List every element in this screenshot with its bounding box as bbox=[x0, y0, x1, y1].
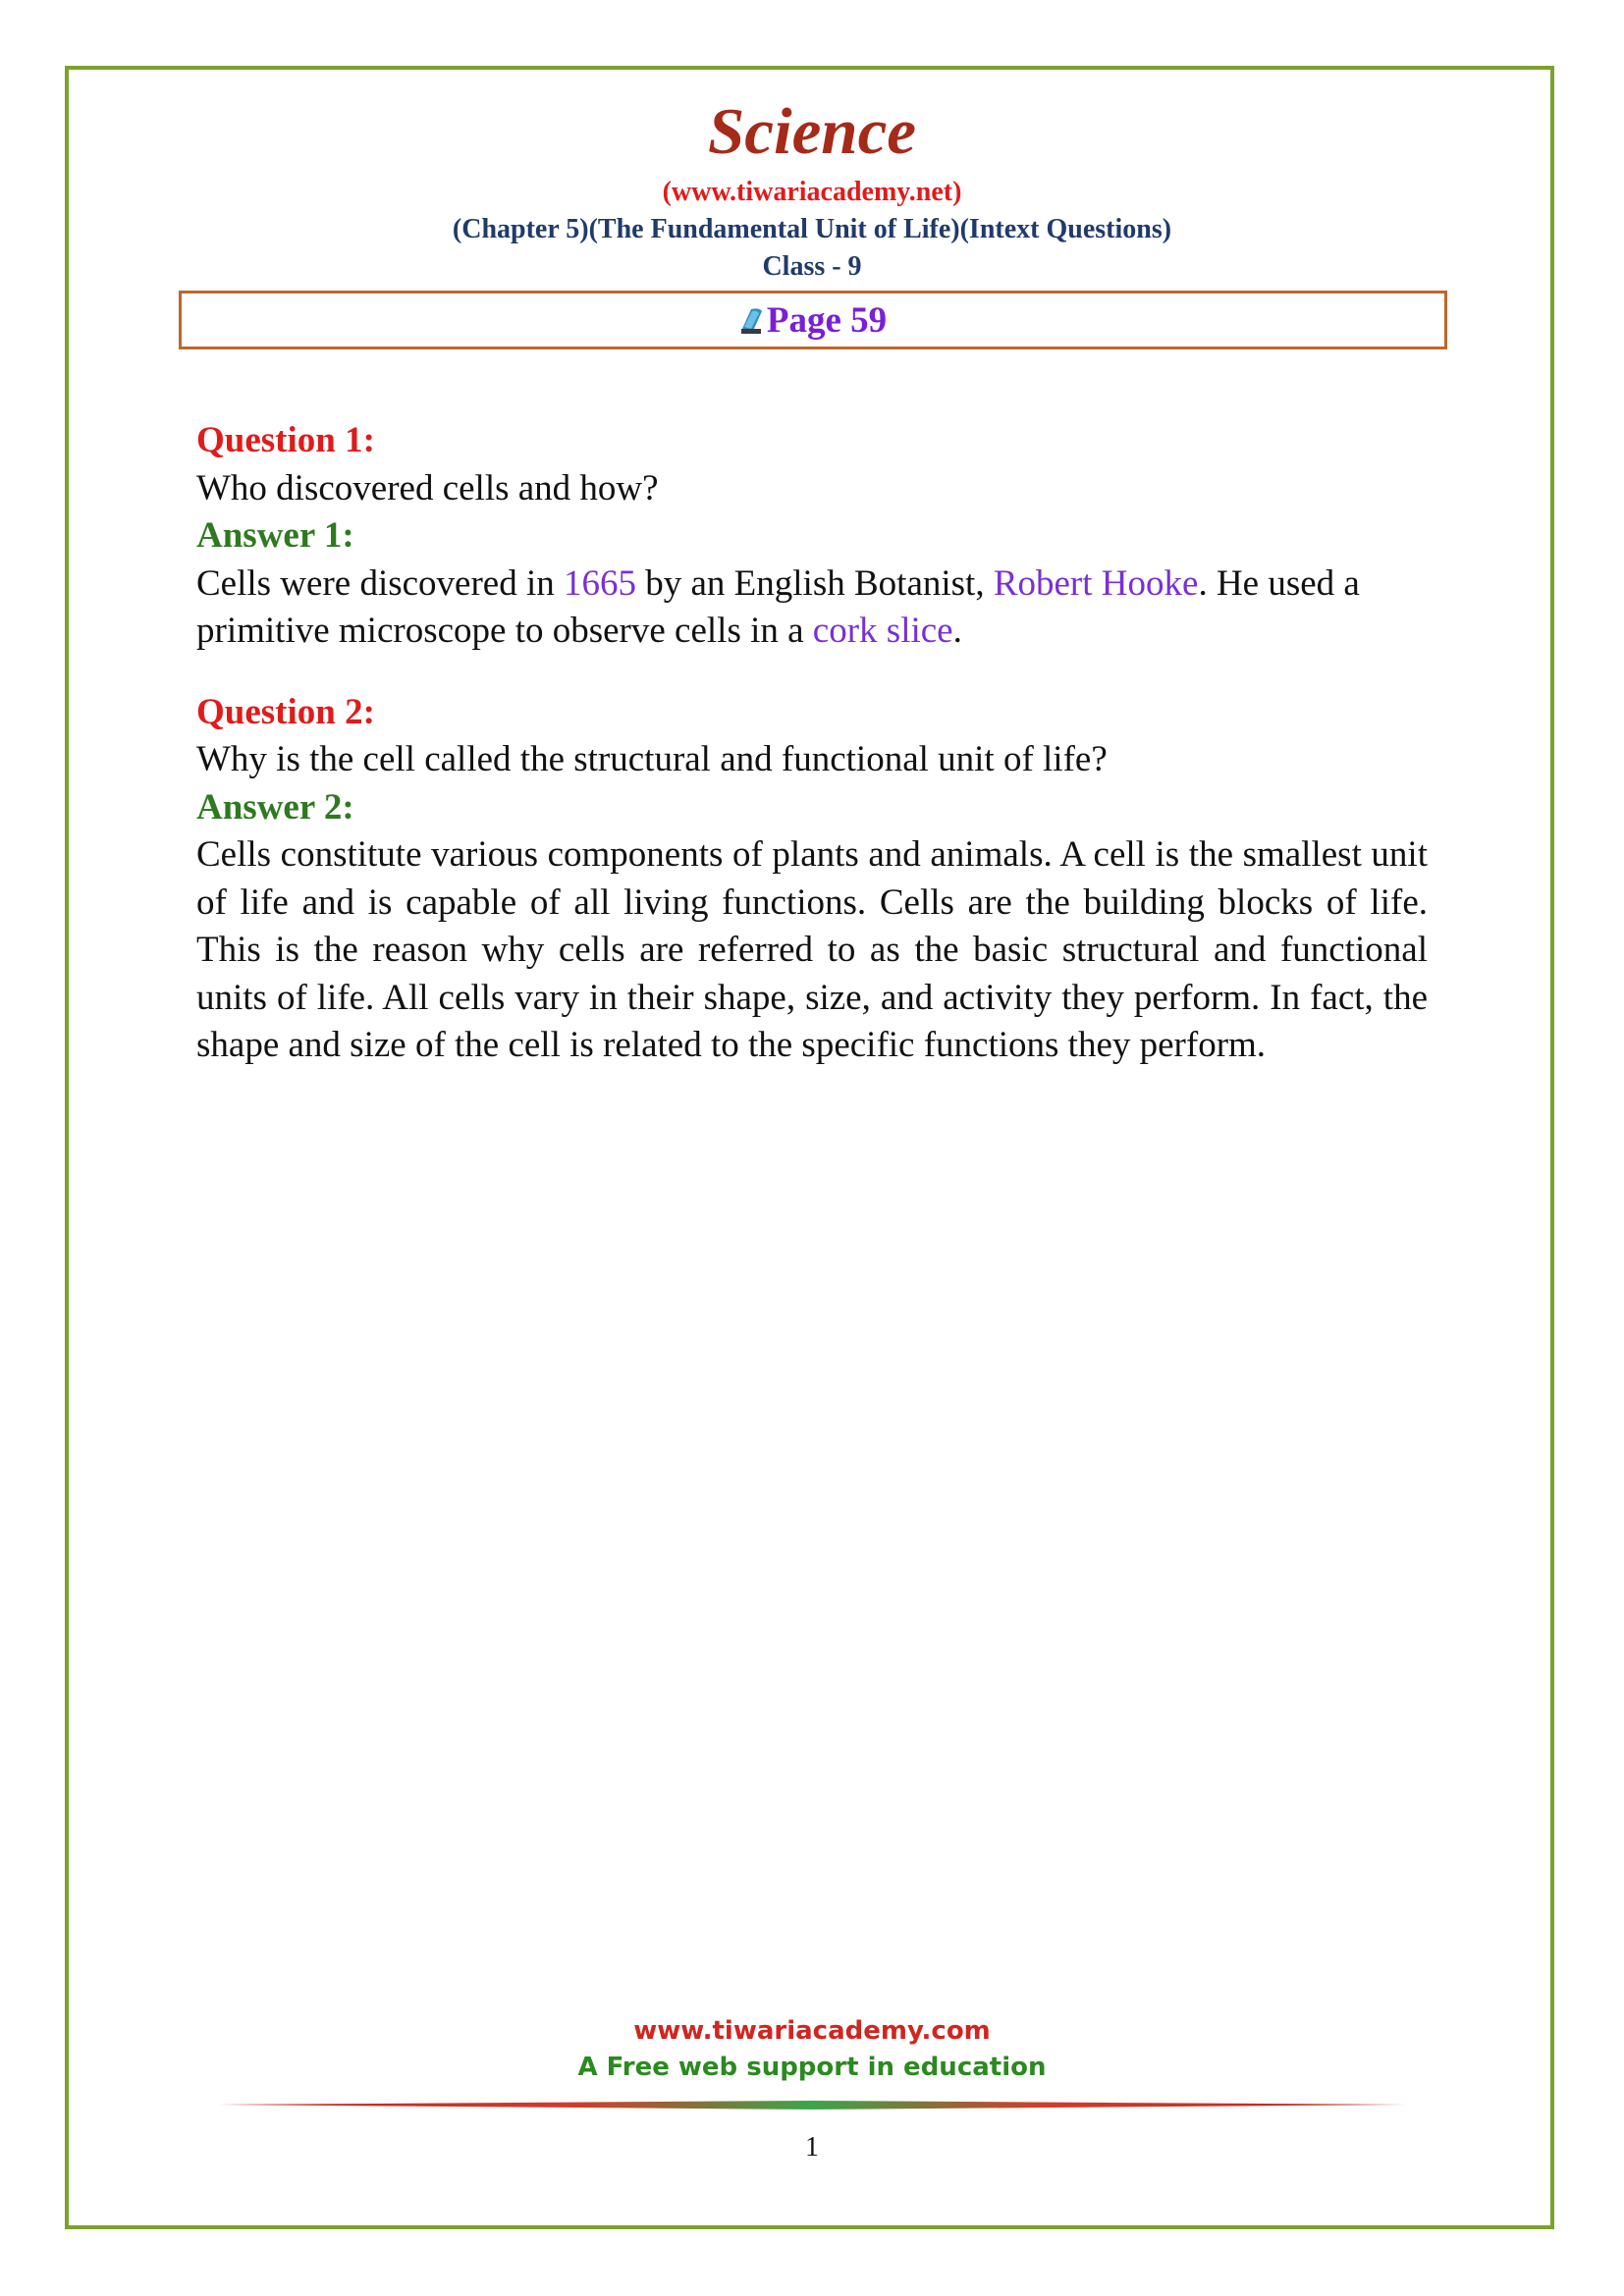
question-text: Why is the cell called the structural and functional unit of life? bbox=[196, 739, 1108, 779]
question-block bbox=[196, 689, 1428, 1070]
answer-text bbox=[196, 561, 1428, 656]
answer-text-segment: Cells were discovered in bbox=[196, 562, 564, 604]
question-block bbox=[196, 417, 1428, 656]
footer-url: www.tiwariacademy.com bbox=[633, 2016, 991, 2046]
qa-content bbox=[196, 417, 1428, 1070]
page-label: Page 59 bbox=[766, 299, 888, 341]
answer-text-segment: . He used a primitive microscope to observe cells in a bbox=[196, 562, 1360, 651]
footer-tagline: A Free web support in education bbox=[577, 2053, 1047, 2082]
page-banner bbox=[179, 291, 1447, 349]
page-number: 1 bbox=[805, 2132, 819, 2163]
question-label: Question 2: bbox=[196, 691, 375, 732]
highlight-year: 1665 bbox=[564, 562, 636, 604]
answer-label: Answer 1: bbox=[196, 515, 354, 556]
answer-text-segment: by an English Botanist, bbox=[636, 562, 994, 604]
header-website: (www.tiwariacademy.net) bbox=[662, 177, 962, 207]
answer-text-segment: . bbox=[952, 611, 962, 651]
footer-divider bbox=[218, 2101, 1406, 2110]
page-border bbox=[65, 66, 1554, 2229]
answer-text: Cells constitute various components of plants and animals. A cell is the smallest unit of life and is capable of all living functions. Cells are the building blocks of life. This is the reason why cells are referred to as the basic structural and functional units of life. All cells vary in their shape, size, and activity they perform. In fact, the shape and size of the cell is related to the specific functions they perform. bbox=[196, 834, 1428, 1065]
highlight-specimen: cork slice bbox=[812, 611, 953, 651]
answer-label: Answer 2: bbox=[196, 786, 354, 828]
highlight-scientist: Robert Hooke bbox=[993, 562, 1199, 604]
class-label: Class - 9 bbox=[762, 251, 862, 282]
question-label: Question 1: bbox=[196, 420, 375, 460]
chapter-heading: (Chapter 5)(The Fundamental Unit of Life)(Intext Questions) bbox=[452, 214, 1172, 244]
question-text: Who discovered cells and how? bbox=[196, 467, 659, 508]
document-title: Science bbox=[707, 95, 917, 168]
book-icon bbox=[739, 305, 765, 335]
